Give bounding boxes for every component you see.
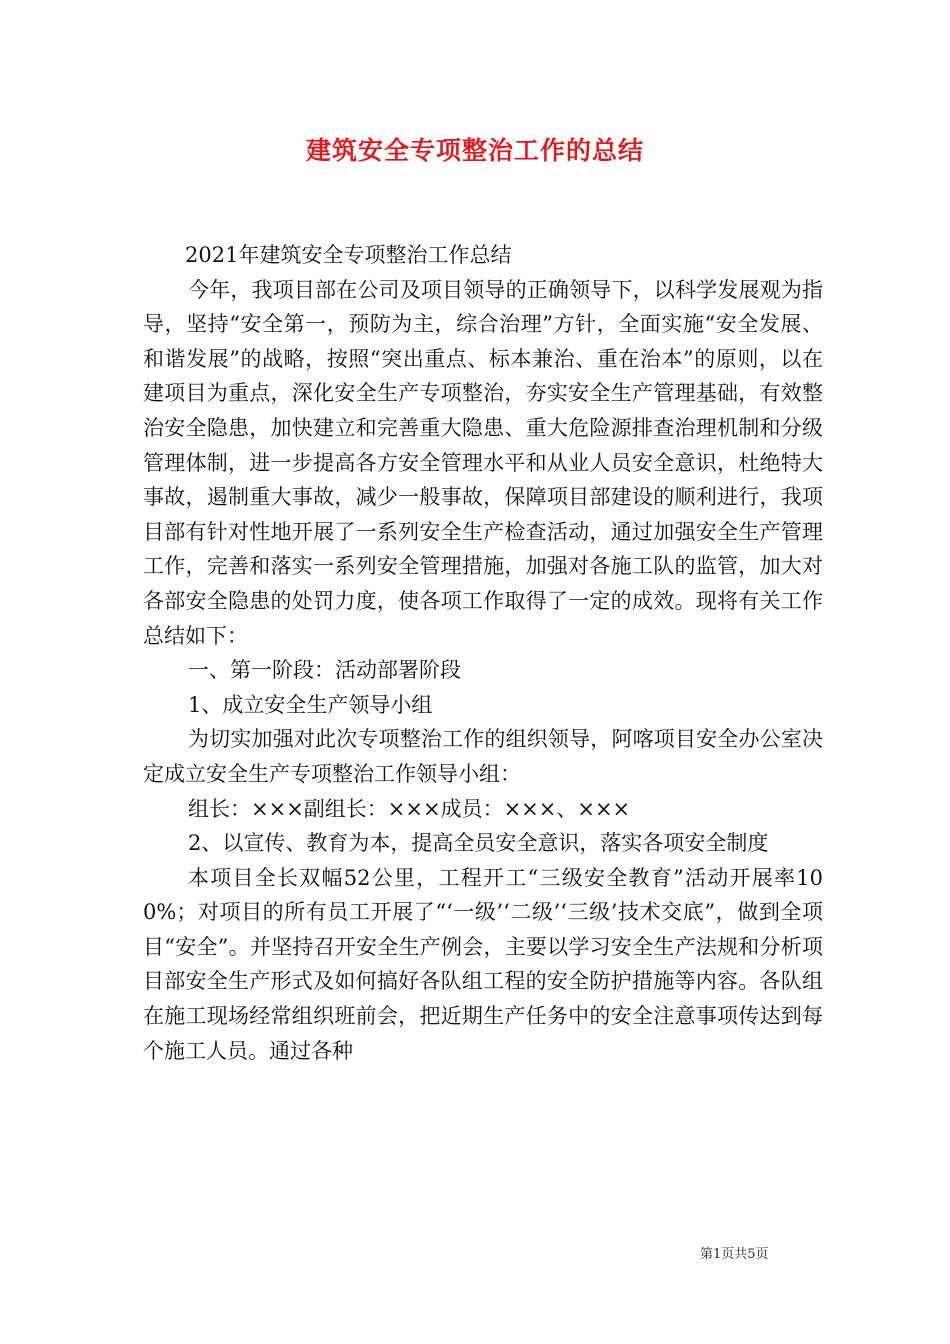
section-heading: 一、第一阶段：活动部署阶段: [188, 658, 461, 683]
document-title: 建筑安全专项整治工作的总结: [305, 136, 644, 165]
body-paragraph: 今年，我项目部在公司及项目领导的正确领导下，以科学发展观为指导，坚持“安全第一，预防为主，综合治理”方针，全面实施“安全发展、和谐发展”的战略，按照“突出重点、标本兼治、重在治本”的原则，以在建项目为重点，深化安全生产专项整治，夯实安全生产管理基础，有效整治安全隐患，加快建立和完善重大隐患、重大危险源排查治理机制和分级管理体制，进一步提高各方安全管理水平和从业人员安全意识，杜绝特大事故，遏制重大事故，减少一般事故，保障项目部建设的顺利进行，我项目部有针对性地开展了一系列安全生产检查活动，通过加强安全生产管理工作，完善和落实一系列安全管理措施，加强对各施工队的监管，加大对各部安全隐患的处罚力度，使各项工作取得了一定的成效。现将有关工作总结如下：: [143, 277, 823, 648]
subsection-heading: 1、成立安全生产领导小组: [188, 692, 433, 717]
subsection-heading: 2、以宣传、教育为本，提高全员安全意识，落实各项安全制度: [188, 831, 769, 856]
page-number-footer: 第1页共5页: [700, 1247, 769, 1262]
document-body: [143, 238, 823, 1068]
body-paragraph: 为切实加强对此次专项整治工作的组织领导，阿喀项目安全办公室决定成立安全生产专项整治工作领导小组：: [143, 727, 823, 786]
body-paragraph: 组长：×××副组长：×××成员：×××、×××: [188, 796, 631, 821]
body-paragraph: 本项目全长双幅52公里，工程开工“三级安全教育”活动开展率100%；对项目的所有员工开展了“‘一级’‘二级’‘三级’技术交底”，做到全项目“安全”。并坚持召开安全生产例会，主要以学习安全生产法规和分析项目部安全生产形式及如何搞好各队组工程的安全防护措施等内容。各队组在施工现场经常组织班前会，把近期生产任务中的安全注意事项传达到每个施工人员。通过各种: [143, 865, 823, 1063]
subtitle-paragraph: 2021年建筑安全专项整治工作总结: [185, 243, 512, 267]
